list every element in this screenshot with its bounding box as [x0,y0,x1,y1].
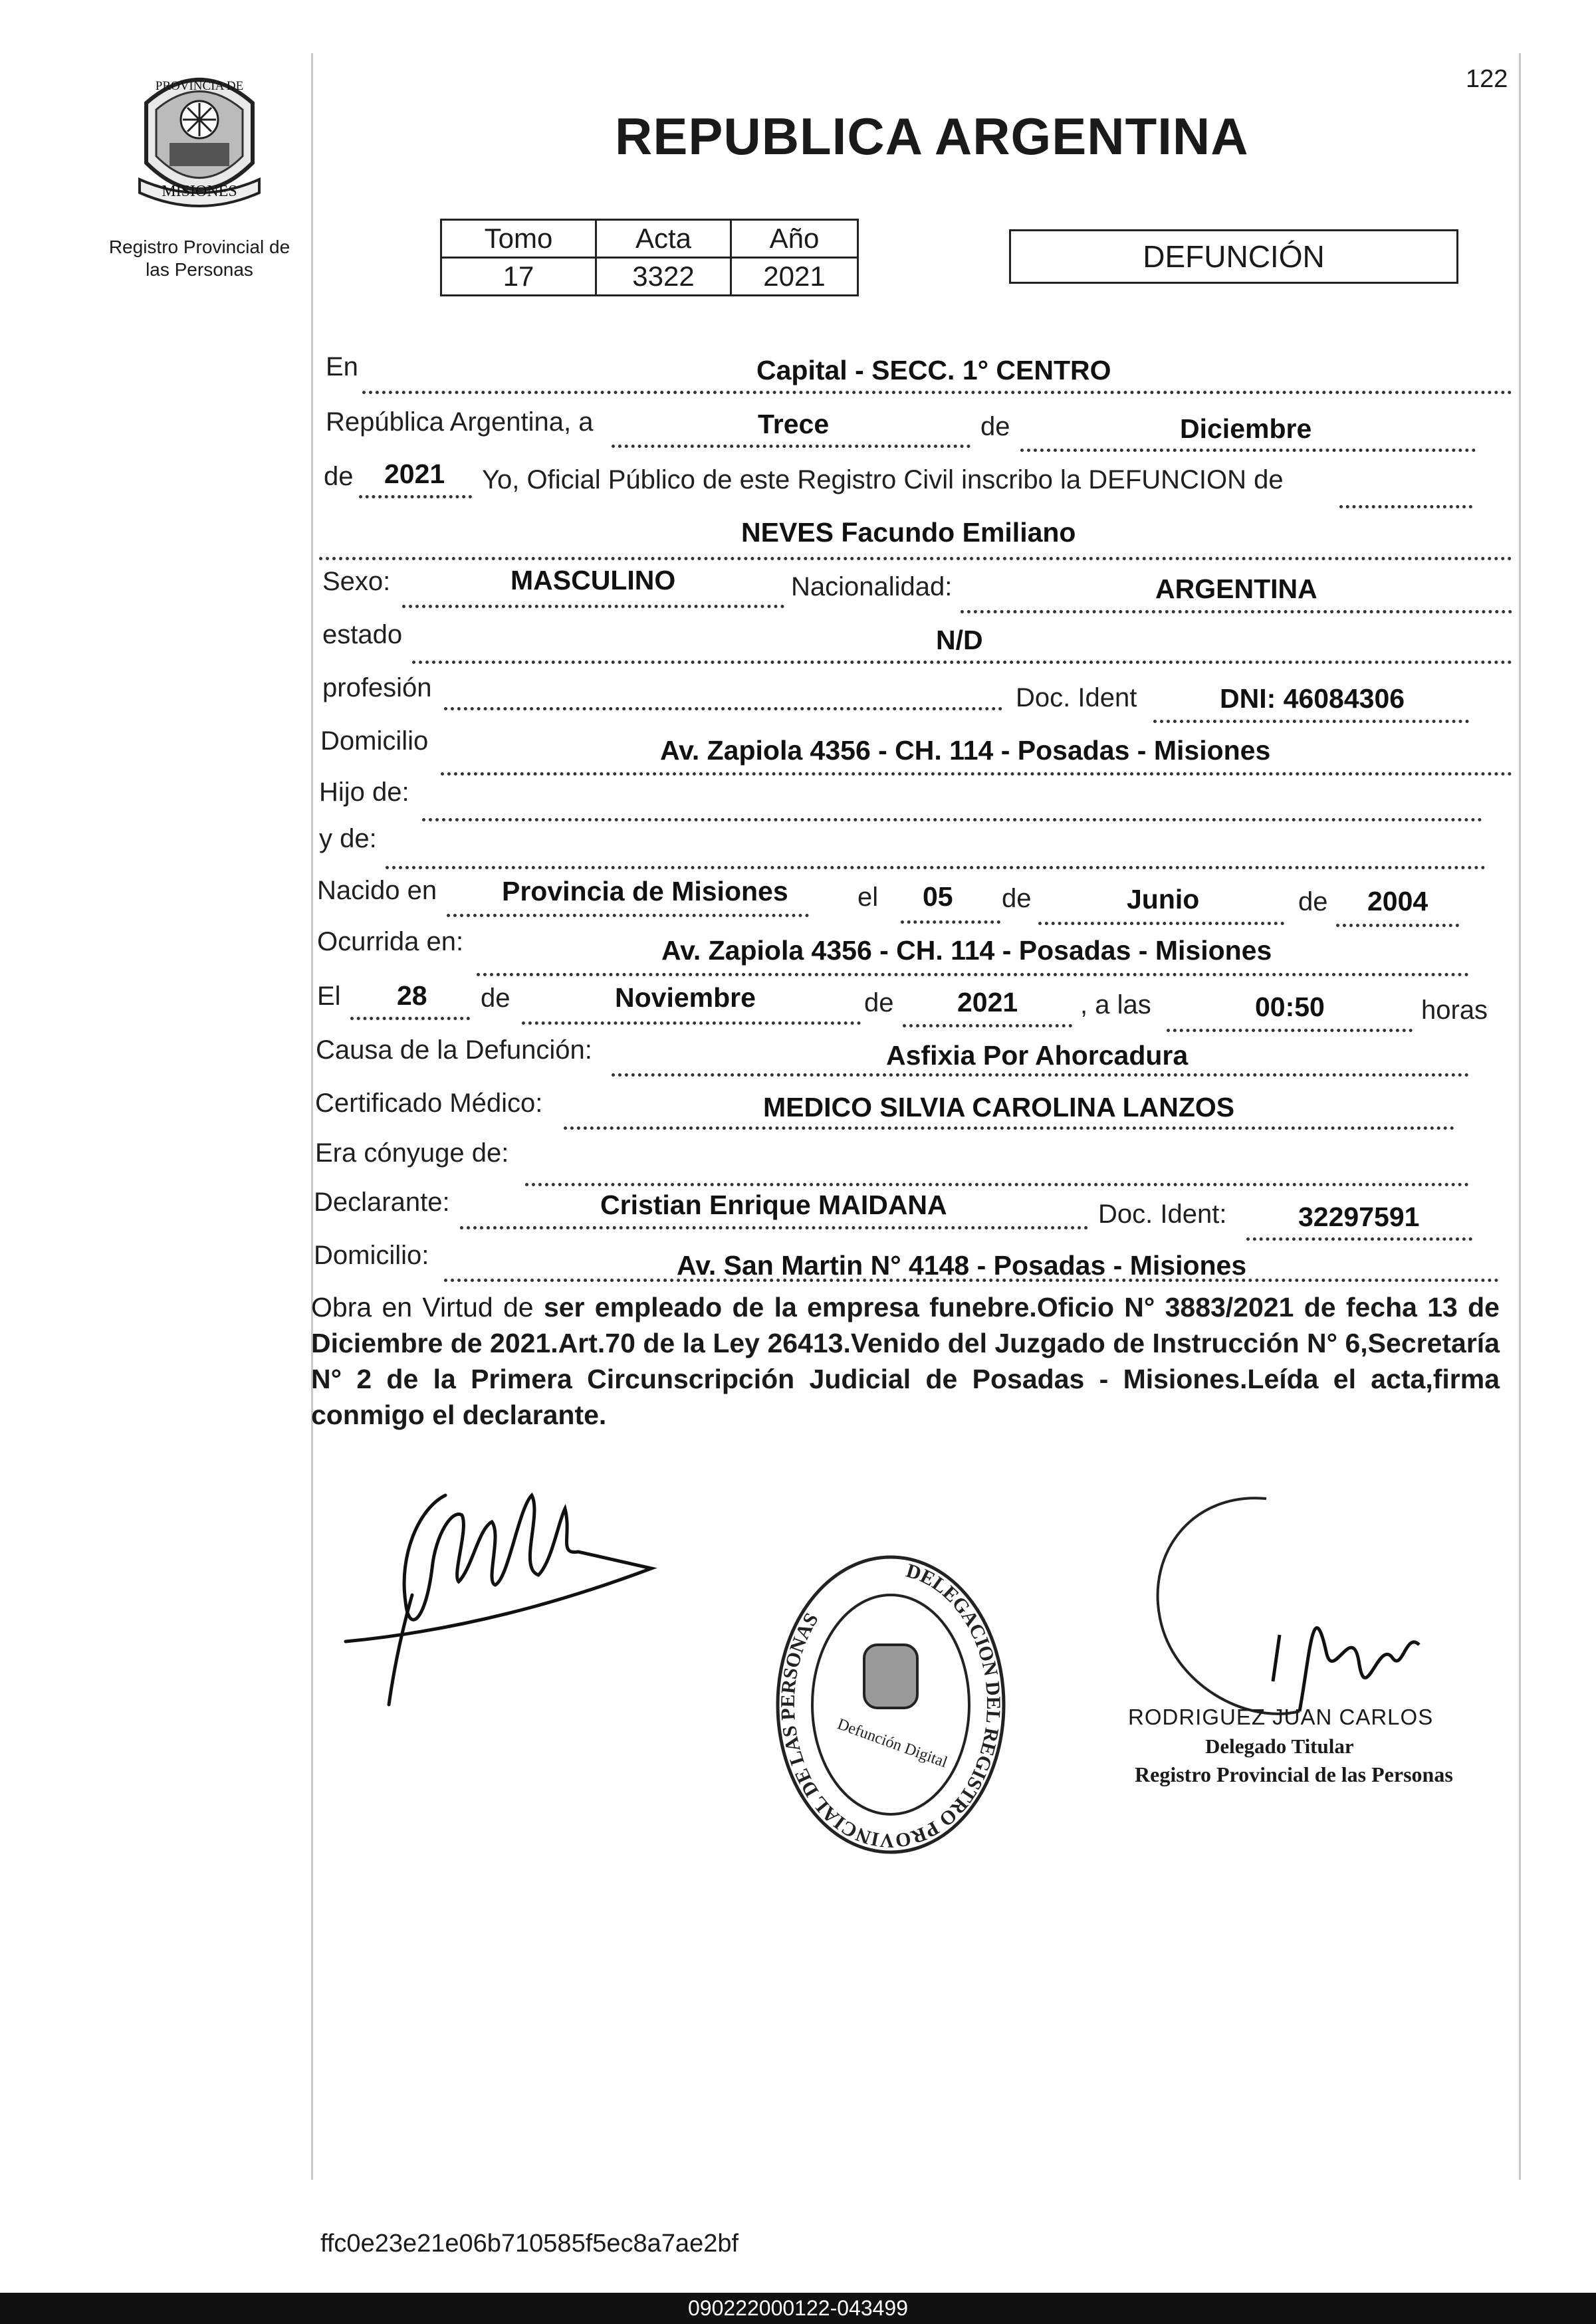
label-republica: República Argentina, a [326,407,594,437]
value-estado: N/D [936,625,983,655]
value-def-hora: 00:50 [1255,992,1325,1022]
line-nac-anio [1336,924,1459,927]
record-header-acta: Acta [596,220,731,258]
label-declarante: Declarante: [314,1188,450,1217]
label-nacido-en: Nacido en [317,876,437,905]
left-margin-rule [311,53,313,2180]
label-hijo-de: Hijo de: [319,778,409,807]
value-def-mes: Noviembre [615,982,756,1013]
label-estado: estado [322,620,403,649]
line-nombre [319,557,1512,560]
value-nacionalidad: ARGENTINA [1155,574,1317,604]
province-logo [126,63,273,216]
value-doc-ident: DNI: 46084306 [1220,683,1405,714]
record-header-anio: Año [731,220,858,258]
value-nac-dia: 05 [923,881,953,912]
line-estado [412,661,1512,664]
official-office: Registro Provincial de las Personas [1135,1762,1453,1786]
value-def-dia: 28 [397,980,427,1011]
value-sexo: MASCULINO [511,565,676,595]
label-de-def-anio: de [864,988,894,1017]
line-dia-letras [612,445,970,448]
label-de-mes: de [980,412,1010,441]
line-lugar [362,391,1512,394]
line-certificado [564,1126,1454,1130]
line-def-anio [903,1024,1072,1027]
label-el: el [857,883,879,912]
value-dia-letras: Trece [758,409,830,439]
label-ocurrida-en: Ocurrida en: [317,927,464,956]
line-mes [1020,449,1476,452]
line-nacido-en [447,914,809,917]
label-de-nac-mes: de [1002,884,1032,913]
official-title: Delegado Titular [1205,1735,1354,1758]
declarant-signature [319,1469,665,1721]
value-nacido-en: Provincia de Misiones [502,876,788,906]
label-profesion: profesión [322,673,432,702]
registry-caption-line2: las Personas [146,259,253,280]
line-doc-ident [1153,720,1469,723]
record-table [440,219,859,296]
line-nac-mes [1038,922,1284,925]
label-a-las: , a las [1080,990,1151,1019]
line-after-yo [1339,505,1472,508]
logo-arc-text: PROVINCIA DE [155,79,244,93]
record-header-tomo: Tomo [441,220,596,258]
label-de-def-mes: de [481,984,511,1013]
line-nac-dia [901,920,1000,924]
document-hash: ffc0e23e21e06b710585f5ec8a7ae2bf [320,2230,739,2258]
value-causa: Asfixia Por Ahorcadura [886,1040,1189,1071]
record-table-header-row [441,220,858,258]
line-conyuge [525,1183,1469,1186]
line-ocurrida-en [477,973,1469,976]
line-causa [612,1073,1469,1077]
line-declarante [460,1226,1088,1229]
label-nacionalidad: Nacionalidad: [791,572,953,601]
label-doc-ident: Doc. Ident [1016,683,1137,712]
line-def-dia [350,1017,470,1020]
barcode-bar [0,2293,1596,2324]
value-def-anio: 2021 [957,987,1018,1017]
obra-paragraph [311,1289,1500,1433]
line-domicilio [441,772,1512,776]
value-nac-anio: 2004 [1367,886,1428,916]
line-def-mes [522,1021,861,1025]
value-domicilio: Av. Zapiola 4356 - CH. 114 - Posadas - Misiones [660,735,1271,766]
label-conyuge: Era cónyuge de: [315,1138,509,1168]
country-title: REPUBLICA ARGENTINA [615,107,1249,165]
right-margin-rule [1519,53,1521,2180]
label-doc-ident2: Doc. Ident: [1098,1200,1227,1229]
value-obra-texto: ser empleado de la empresa funebre.Oficio N° 3883/2021 de fecha 13 de Diciembre de 2021.Art.70 de la Ley 26413.Venido del Juzgado de Instrucción N° 6,Secretaría N° 2 de la Primera Circunscripción Judicial de Posadas - Misiones.Leída el acta,firma conmigo el declarante. [311,1292,1500,1430]
record-value-tomo: 17 [441,258,596,296]
label-horas: horas [1421,996,1488,1025]
value-mes: Diciembre [1180,413,1312,444]
page-number: 122 [1466,65,1508,93]
label-certificado: Certificado Médico: [315,1089,543,1118]
value-declarante: Cristian Enrique MAIDANA [600,1190,947,1220]
value-declarante-domicilio: Av. San Martin N° 4148 - Posadas - Misiones [677,1250,1247,1281]
line-hijo-de [422,818,1482,821]
record-type-box [1009,229,1458,284]
record-value-anio: 2021 [731,258,858,296]
record-table-value-row [441,258,858,296]
value-declarante-doc: 32297591 [1298,1202,1420,1232]
value-anio: 2021 [384,459,445,489]
line-declarante-doc [1246,1237,1472,1241]
label-de-nac-anio: de [1298,887,1328,916]
official-name: RODRIGUEZ JUAN CARLOS [1128,1705,1434,1729]
value-ocurrida-en: Av. Zapiola 4356 - CH. 114 - Posadas - Misiones [661,935,1272,966]
value-lugar: Capital - SECC. 1° CENTRO [756,355,1111,385]
line-def-hora [1167,1029,1413,1032]
label-domicilio2: Domicilio: [314,1241,429,1270]
seal-inner-text: Defunción Digital [835,1715,950,1772]
label-sexo: Sexo: [322,567,391,596]
line-anio [359,495,472,498]
registry-caption [93,236,306,281]
label-causa: Causa de la Defunción: [316,1035,592,1065]
record-value-acta: 3322 [596,258,731,296]
logo-banner-text: MISIONES [162,183,237,200]
label-de-anio: de [324,462,354,491]
label-yo-oficial: Yo, Oficial Público de este Registro Civil inscribo la DEFUNCION de [482,465,1284,494]
line-profesion [444,707,1002,710]
registry-caption-line1: Registro Provincial de [108,237,290,257]
line-y-de [386,866,1486,869]
official-seal [771,1535,1010,1854]
value-certificado: MEDICO SILVIA CAROLINA LANZOS [763,1092,1235,1122]
line-nacionalidad [961,610,1512,613]
value-nac-mes: Junio [1127,884,1200,914]
label-domicilio: Domicilio [320,726,429,756]
label-obra: Obra en Virtud de [311,1292,534,1322]
label-en: En [326,352,358,381]
label-y-de: y de: [319,824,377,853]
barcode-text: 090222000122-043499 [688,2296,908,2320]
record-type: DEFUNCIÓN [1143,239,1325,274]
line-sexo [402,605,784,608]
seal-ring-text: DELEGACION DEL REGISTRO PROVINCIAL DE LAS PERSONAS [776,1559,1005,1852]
value-nombre: NEVES Facundo Emiliano [741,517,1076,548]
label-el-cap: El [317,982,341,1011]
